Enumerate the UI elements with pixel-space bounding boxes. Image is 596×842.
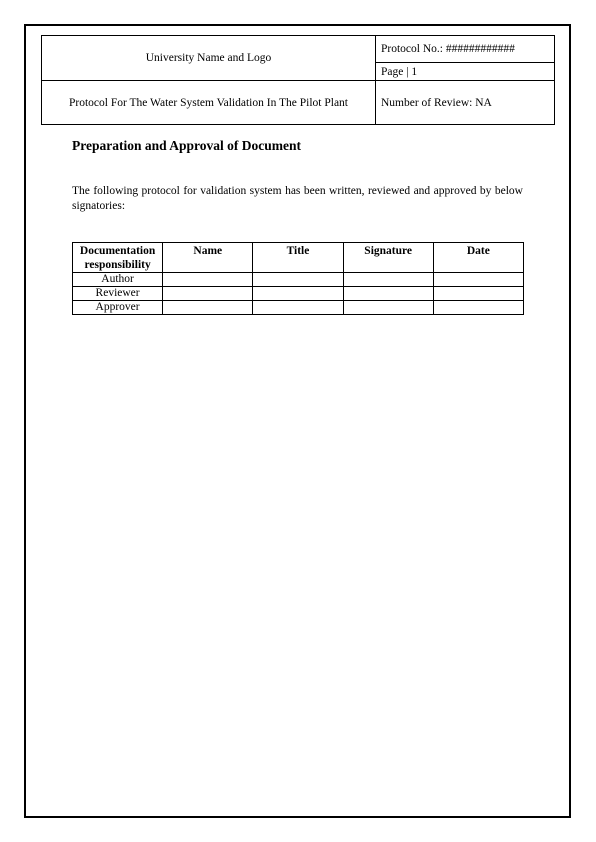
- column-header-signature: Signature: [343, 243, 433, 273]
- date-cell[interactable]: [433, 287, 523, 301]
- column-header-date: Date: [433, 243, 523, 273]
- university-name-cell: University Name and Logo: [42, 36, 376, 81]
- column-header-responsibility: Documentation responsibility: [73, 243, 163, 273]
- signature-cell[interactable]: [343, 287, 433, 301]
- review-number-cell: Number of Review: NA: [376, 81, 555, 125]
- name-cell[interactable]: [163, 287, 253, 301]
- role-cell-author: Author: [73, 273, 163, 287]
- column-header-name: Name: [163, 243, 253, 273]
- table-row: [73, 273, 524, 287]
- section-title: Preparation and Approval of Document: [72, 138, 302, 153]
- title-cell[interactable]: [253, 301, 343, 315]
- intro-paragraph: The following protocol for validation system has been written, reviewed and approved by below signatories:: [72, 185, 523, 212]
- page-number-cell: Page | 1: [376, 63, 555, 81]
- signature-cell[interactable]: [343, 273, 433, 287]
- approval-table: [72, 242, 524, 315]
- document-header-table: [41, 35, 555, 125]
- approval-table-header-row: [73, 243, 524, 273]
- signature-cell[interactable]: [343, 301, 433, 315]
- title-cell[interactable]: [253, 287, 343, 301]
- table-row: [73, 301, 524, 315]
- name-cell[interactable]: [163, 301, 253, 315]
- role-cell-reviewer: Reviewer: [73, 287, 163, 301]
- table-row: [73, 287, 524, 301]
- protocol-number-cell: Protocol No.: ############: [376, 36, 555, 63]
- name-cell[interactable]: [163, 273, 253, 287]
- role-cell-approver: Approver: [73, 301, 163, 315]
- protocol-title-cell: Protocol For The Water System Validation In The Pilot Plant: [42, 81, 376, 125]
- date-cell[interactable]: [433, 273, 523, 287]
- column-header-title: Title: [253, 243, 343, 273]
- date-cell[interactable]: [433, 301, 523, 315]
- title-cell[interactable]: [253, 273, 343, 287]
